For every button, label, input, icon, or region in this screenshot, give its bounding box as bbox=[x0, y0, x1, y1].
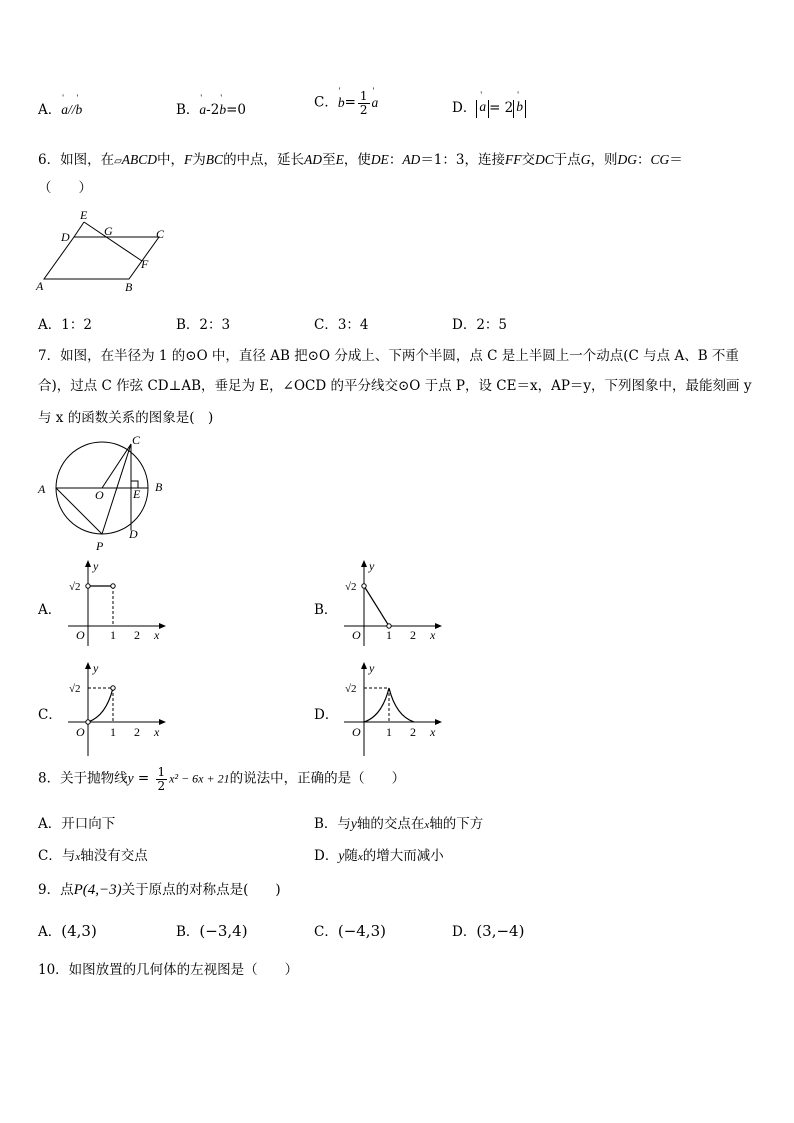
q9-option-c[interactable]: C．(−4,3) bbox=[314, 922, 386, 940]
q7-circle-figure bbox=[34, 430, 174, 556]
x-arrow bbox=[435, 719, 442, 725]
q7-option-d[interactable]: D． bbox=[314, 707, 339, 723]
label-g: G bbox=[104, 224, 113, 238]
open-point bbox=[86, 584, 90, 588]
q5-option-b[interactable]: B．' a-2' b=0 bbox=[176, 98, 246, 118]
label-p: P bbox=[96, 539, 104, 553]
q9-stem: 9．点P(4,−3)关于原点的对称点是( ) bbox=[38, 882, 281, 898]
x-arrow bbox=[159, 719, 166, 725]
segment-oc bbox=[102, 444, 131, 488]
sqrt2-label: √2 bbox=[345, 581, 357, 593]
y-label: y bbox=[369, 559, 375, 573]
graph-curve bbox=[88, 688, 113, 722]
q5-option-c[interactable]: C．' b= $\frac{1}{2}$ ' a bbox=[314, 90, 378, 116]
y-arrow bbox=[361, 662, 367, 669]
y-arrow bbox=[85, 662, 91, 669]
q7-stem-line3: 与 x 的函数关系的图象是( ) bbox=[38, 410, 214, 426]
q10-stem: 10．如图放置的几何体的左视图是（ ） bbox=[38, 962, 299, 978]
x-label: x bbox=[430, 725, 436, 739]
q7-stem-line2: 合)，过点 C 作弦 CD⊥AB，垂足为 E，∠OCD 的平分线交⊙O 于点 P，设 CE＝x，AP＝y，下列图象中，最能刻画 y bbox=[38, 378, 752, 394]
q6-stem: 6．如图，在▱ABCD中，F为BC的中点，延长AD至E，使DE：AD＝1：3，连接FF交DC于点G，则DG：CG＝ bbox=[38, 152, 683, 168]
origin-label: O bbox=[352, 725, 361, 739]
q5-option-a[interactable]: A．' a//' b bbox=[38, 98, 82, 118]
x-arrow bbox=[159, 623, 166, 629]
q6-answer-paren: （ ） bbox=[38, 180, 92, 196]
label-d: D bbox=[129, 527, 138, 541]
open-point bbox=[362, 584, 366, 588]
fraction: $\frac{1}{2}$ bbox=[359, 89, 368, 117]
sqrt2-label: √2 bbox=[345, 683, 357, 695]
q7-graph-d bbox=[338, 660, 448, 760]
x-arrow bbox=[435, 623, 442, 629]
tick-2: 2 bbox=[134, 725, 140, 739]
q5-option-d[interactable]: D．' a = 2' b bbox=[452, 96, 526, 118]
q6-option-c[interactable]: C．3：4 bbox=[314, 317, 369, 333]
q7-graph-a bbox=[62, 558, 172, 652]
label-c: C bbox=[132, 433, 141, 447]
q9-option-a[interactable]: A．(4,3) bbox=[38, 922, 97, 940]
y-arrow bbox=[361, 560, 367, 567]
q7-graph-c bbox=[62, 660, 172, 760]
open-point bbox=[86, 720, 90, 724]
abs-bar: ' b bbox=[513, 100, 526, 118]
tick-1: 1 bbox=[386, 725, 392, 739]
q7-graph-b bbox=[338, 558, 448, 652]
q6-parallelogram-figure bbox=[34, 204, 170, 294]
q8-option-d[interactable]: D．y随x的增大而减小 bbox=[314, 848, 444, 864]
q9-option-b[interactable]: B．(−3,4) bbox=[176, 922, 248, 940]
q7-option-a[interactable]: A． bbox=[38, 602, 62, 618]
origin-label: O bbox=[352, 628, 361, 642]
q6-option-a[interactable]: A．1：2 bbox=[38, 317, 92, 333]
fraction: $\frac{1}{2}$ bbox=[157, 765, 166, 793]
q8-option-b[interactable]: B．与y轴的交点在x轴的下方 bbox=[314, 816, 484, 832]
q8-option-c[interactable]: C．与x轴没有交点 bbox=[38, 848, 148, 864]
q9-option-d[interactable]: D．(3,−4) bbox=[452, 922, 525, 940]
label-a: A bbox=[36, 279, 44, 293]
sqrt2-label: √2 bbox=[69, 683, 81, 695]
x-label: x bbox=[430, 628, 436, 642]
q7-option-c[interactable]: C． bbox=[38, 707, 62, 723]
q8-option-a[interactable]: A．开口向下 bbox=[38, 816, 116, 832]
tick-1: 1 bbox=[386, 628, 392, 642]
origin-label: O bbox=[76, 725, 85, 739]
tick-2: 2 bbox=[410, 725, 416, 739]
x-label: x bbox=[154, 725, 160, 739]
tick-2: 2 bbox=[134, 628, 140, 642]
open-point bbox=[111, 686, 115, 690]
bisector-cp bbox=[102, 444, 131, 534]
label-c: C bbox=[156, 227, 165, 241]
extension-de bbox=[74, 222, 84, 237]
label-e: E bbox=[133, 487, 141, 501]
parallelogram-symbol: ▱ bbox=[114, 156, 122, 167]
tick-1: 1 bbox=[110, 725, 116, 739]
label-o: O bbox=[95, 488, 104, 502]
label-b: B bbox=[155, 480, 163, 494]
label-e: E bbox=[80, 208, 88, 222]
q8-stem: 8．关于抛物线y = $\frac{1}{2}$ x² − 6x + 21的说法中，正确的是（ ） bbox=[38, 765, 406, 793]
q7-stem-line1: 7．如图，在半径为 1 的⊙O 中，直径 AB 把⊙O 分成上、下两个半圆，点 C 是上半圆上一个动点(C 与点 A、B 不重 bbox=[38, 348, 739, 364]
y-label: y bbox=[93, 559, 99, 573]
open-point bbox=[111, 584, 115, 588]
label-f: F bbox=[141, 257, 149, 271]
label-a: A bbox=[38, 482, 46, 496]
graph-line bbox=[364, 586, 389, 626]
sqrt2-label: √2 bbox=[69, 581, 81, 593]
tick-1: 1 bbox=[110, 628, 116, 642]
tick-2: 2 bbox=[410, 628, 416, 642]
abs-bar: ' a bbox=[476, 100, 489, 118]
x-label: x bbox=[154, 628, 160, 642]
y-arrow bbox=[85, 560, 91, 567]
y-label: y bbox=[93, 661, 99, 675]
label-b: B bbox=[125, 280, 133, 294]
q6-option-d[interactable]: D．2：5 bbox=[452, 317, 508, 333]
origin-label: O bbox=[76, 628, 85, 642]
segment-ef bbox=[84, 222, 142, 261]
label-d: D bbox=[61, 230, 70, 244]
y-label: y bbox=[369, 661, 375, 675]
q7-option-b[interactable]: B． bbox=[314, 602, 338, 618]
q6-option-b[interactable]: B．2：3 bbox=[176, 317, 231, 333]
